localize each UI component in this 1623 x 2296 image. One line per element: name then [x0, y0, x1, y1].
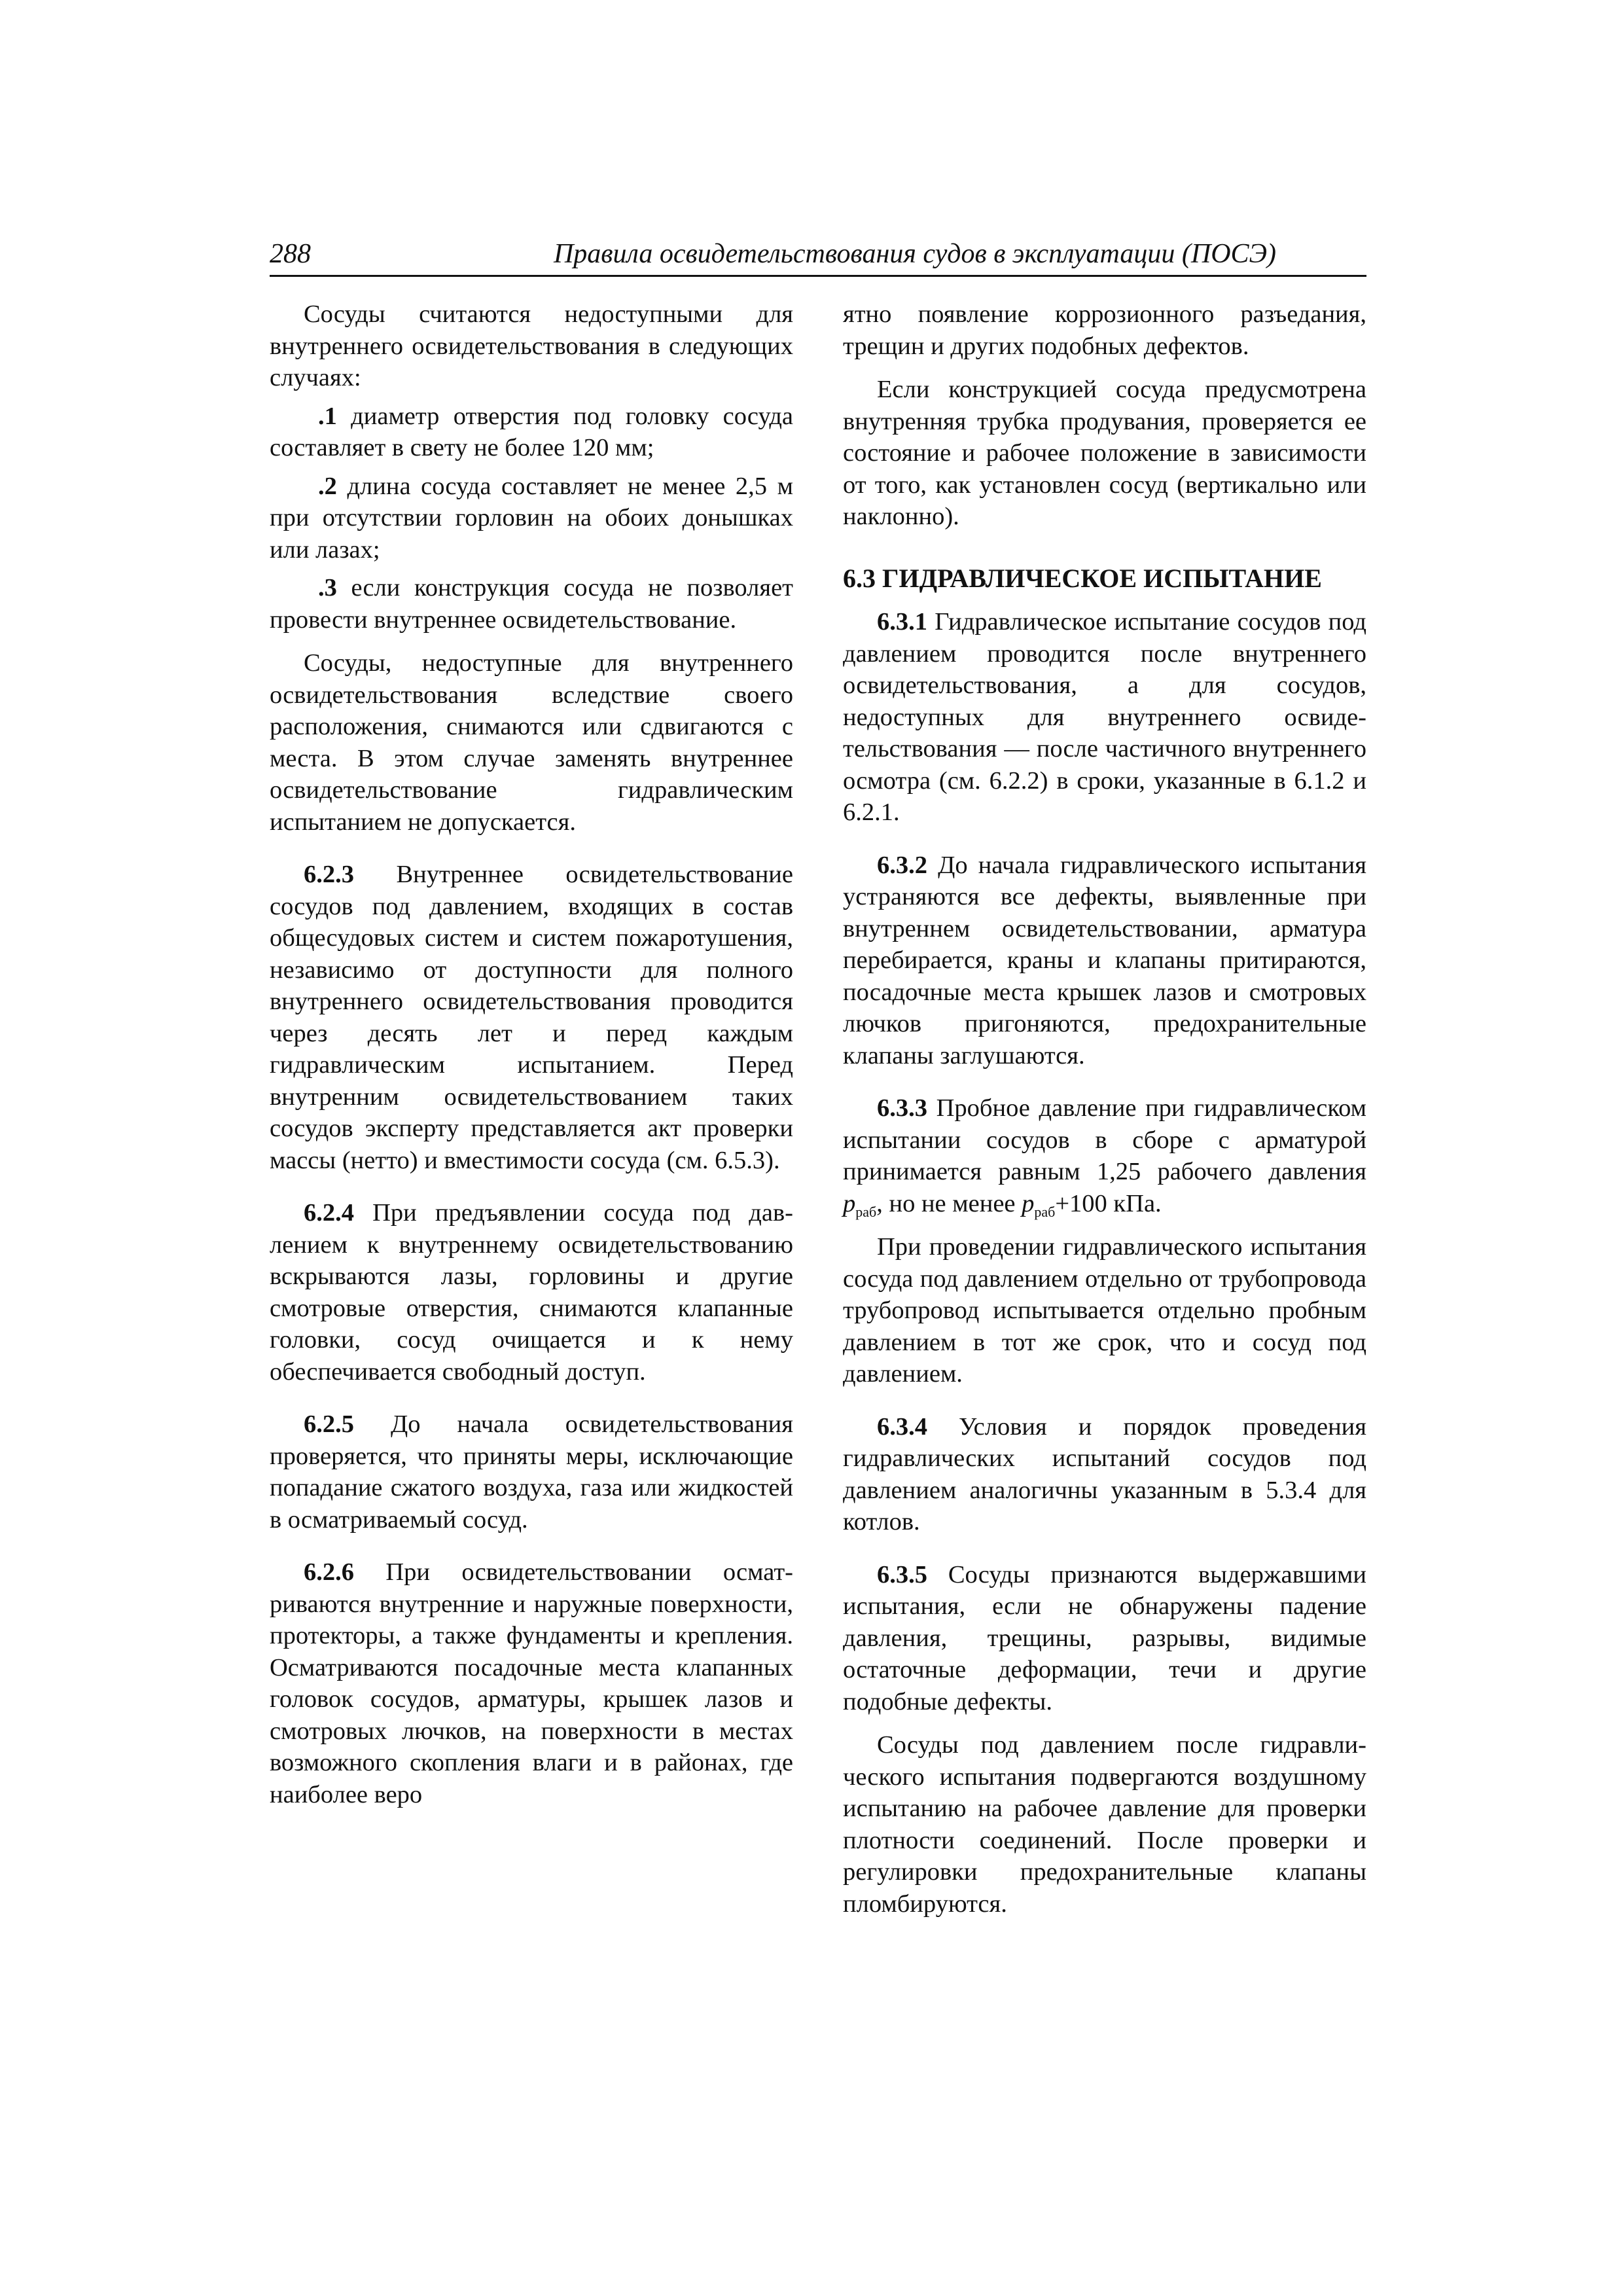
- running-title: Правила освидетельствования судов в эксплуатации (ПОСЭ): [553, 239, 1277, 269]
- pressure-symbol: p: [843, 1189, 856, 1217]
- list-item-text: если конструкция сосуда не позволяет провести внутреннее освидетельствование.: [270, 574, 793, 634]
- list-item-text: длина сосуда составляет не менее 2,5 м при отсутствии горловин на обоих донышках или лазах;: [270, 472, 793, 564]
- right-column: [843, 298, 1366, 1920]
- paragraph-text: При проведении гидравлического испытания сосуда под давлением отдельно от трубопровода трубопровод испытывается отдельно пробным давлением в тот же срок, что и сосуд под давлением.: [843, 1233, 1366, 1388]
- section-6-2-4: [270, 1197, 793, 1388]
- paragraph-inaccessible-cases: [270, 298, 793, 394]
- list-item-1: [270, 401, 793, 464]
- section-6-2-3: [270, 859, 793, 1176]
- section-text: До начала освидетельствования проверяется, что приняты меры, исключающие попадание сжатого воздуха, газа или жидкостей в осматриваемый сосуд.: [270, 1410, 793, 1534]
- list-item-3: [270, 572, 793, 636]
- paragraph-text: ятно появление коррозионного разъедания, трещин и других подобных дефектов.: [843, 300, 1366, 360]
- paragraph-blowdown-tube: [843, 374, 1366, 533]
- section-text: , но не менее: [876, 1189, 1022, 1217]
- section-text: +100 кПа.: [1055, 1189, 1162, 1217]
- left-column: [270, 298, 793, 1810]
- section-number: 6.3.3: [877, 1094, 927, 1122]
- section-text: Сосуды признаются выдержавшими испытания, если не обнаружены падение давления, трещины, разрывы, видимые остаточные деформации, течи и другие подобные дефекты.: [843, 1560, 1366, 1715]
- section-number: 6.3.5: [877, 1560, 927, 1588]
- paragraph-text: Сосуды считаются недоступными для внутреннего освидетельствования в следующих случаях:: [270, 300, 793, 391]
- section-text: При предъявлении сосуда под давлением к внутреннему освидетельствованию вскрываются лазы, горловины и другие смотровые отверстия, снимаются клапанные головки, сосуд очищается и к нему обеспечивается свободный доступ.: [270, 1199, 793, 1386]
- section-text: Пробное давление при гидравлическом испытании сосудов в сборе с арматурой принимается равным 1,25 рабочего давления: [843, 1094, 1366, 1185]
- list-item-number: .3: [318, 574, 337, 601]
- section-6-3-3: [843, 1092, 1366, 1219]
- paragraph-continuation: [843, 298, 1366, 362]
- section-text: До начала гидравлического испытания устраняются все дефекты, выявленные при внутреннем освидетельствовании, арматура перебирается, краны и клапаны притираются, посадочные места крышек лазов и смотровых лючков пригоняются, предохранительные клапаны заглушаются.: [843, 851, 1366, 1069]
- section-6-3-5: [843, 1559, 1366, 1718]
- section-text: При освидетельствовании осматриваются внутренние и наружные поверхности, протекторы, а также фундаменты и крепления. Осматриваются посадочные места клапанных головок сосудов, арматуры, крышек лазов и смотровых лючков, на поверхности в местах возможного скопления влаги и в районах, где наиболее веро: [270, 1558, 793, 1808]
- paragraph-text: Сосуды, недоступные для внутреннего освидетельствования вследствие своего расположения, снимаются или сдвигаются с места. В этом случае заменять внутреннее освидетельствование гидравлическим испытанием не допускается.: [270, 649, 793, 836]
- pressure-subscript: раб: [1034, 1203, 1056, 1220]
- section-heading-6-3: 6.3 ГИДРАВЛИЧЕСКОЕ ИСПЫТАНИЕ: [843, 563, 1322, 593]
- section-number: 6.2.4: [304, 1199, 354, 1227]
- paragraph-relocation: [270, 647, 793, 838]
- section-6-3-2: [843, 850, 1366, 1072]
- running-header: [270, 236, 1366, 277]
- section-text: Условия и порядок проведения гидравлических испытаний сосудов под давлением аналогичны указанным в 5.3.4 для котлов.: [843, 1412, 1366, 1535]
- page-number: 288: [270, 239, 311, 269]
- section-text: Внутреннее освидетельствование сосудов под давлением, входящих в состав общесудовых систем и систем пожаротушения, независимо от доступности для полного внутреннего освидетельствования проводится через десять лет и перед каждым гидравлическим испытанием. Перед внутренним освидетельствованием таких сосудов эксперту представляется акт проверки массы (нетто) и вместимости сосуда (см. 6.5.3).: [270, 861, 793, 1174]
- pressure-symbol: p: [1022, 1189, 1035, 1217]
- list-item-2: [270, 471, 793, 566]
- section-number: 6.3.1: [877, 608, 927, 636]
- list-item-text: диаметр отверстия под головку сосуда составляет в свету не более 120 мм;: [270, 402, 793, 461]
- pressure-subscript: раб: [855, 1203, 877, 1220]
- section-number: 6.2.5: [304, 1410, 354, 1438]
- paragraph-air-test: [843, 1729, 1366, 1920]
- paragraph-text: Если конструкцией сосуда предусмотрена внутренняя трубка продувания, проверяется ее состояние и рабочее положение в зависимости от того, как установлен сосуд (вертикально или наклонно).: [843, 376, 1366, 530]
- section-text: Гидравлическое испытание сосудов под давлением проводится после внутреннего освидетельствования, а для сосудов, недоступных для внутреннего освидетельствования — после частичного внутреннего осмотра (см. 6.2.2) в сроки, указанные в 6.1.2 и 6.2.1.: [843, 608, 1366, 826]
- section-number: 6.2.3: [304, 861, 354, 888]
- list-item-number: .1: [318, 402, 337, 430]
- section-number: 6.2.6: [304, 1558, 354, 1586]
- section-6-3-1: [843, 606, 1366, 829]
- paragraph-text: Сосуды под давлением после гидравлического испытания подвергаются воздушному испытанию на рабочее давление для проверки плотности соединений. После проверки и регулировки предохранительные клапаны пломбируются.: [843, 1731, 1366, 1918]
- list-item-number: .2: [318, 472, 337, 500]
- section-6-3-4: [843, 1411, 1366, 1538]
- section-number: 6.3.2: [877, 851, 927, 879]
- section-6-2-6: [270, 1556, 793, 1810]
- section-6-2-5: [270, 1408, 793, 1535]
- paragraph-pipeline-test: [843, 1231, 1366, 1390]
- section-number: 6.3.4: [877, 1412, 927, 1441]
